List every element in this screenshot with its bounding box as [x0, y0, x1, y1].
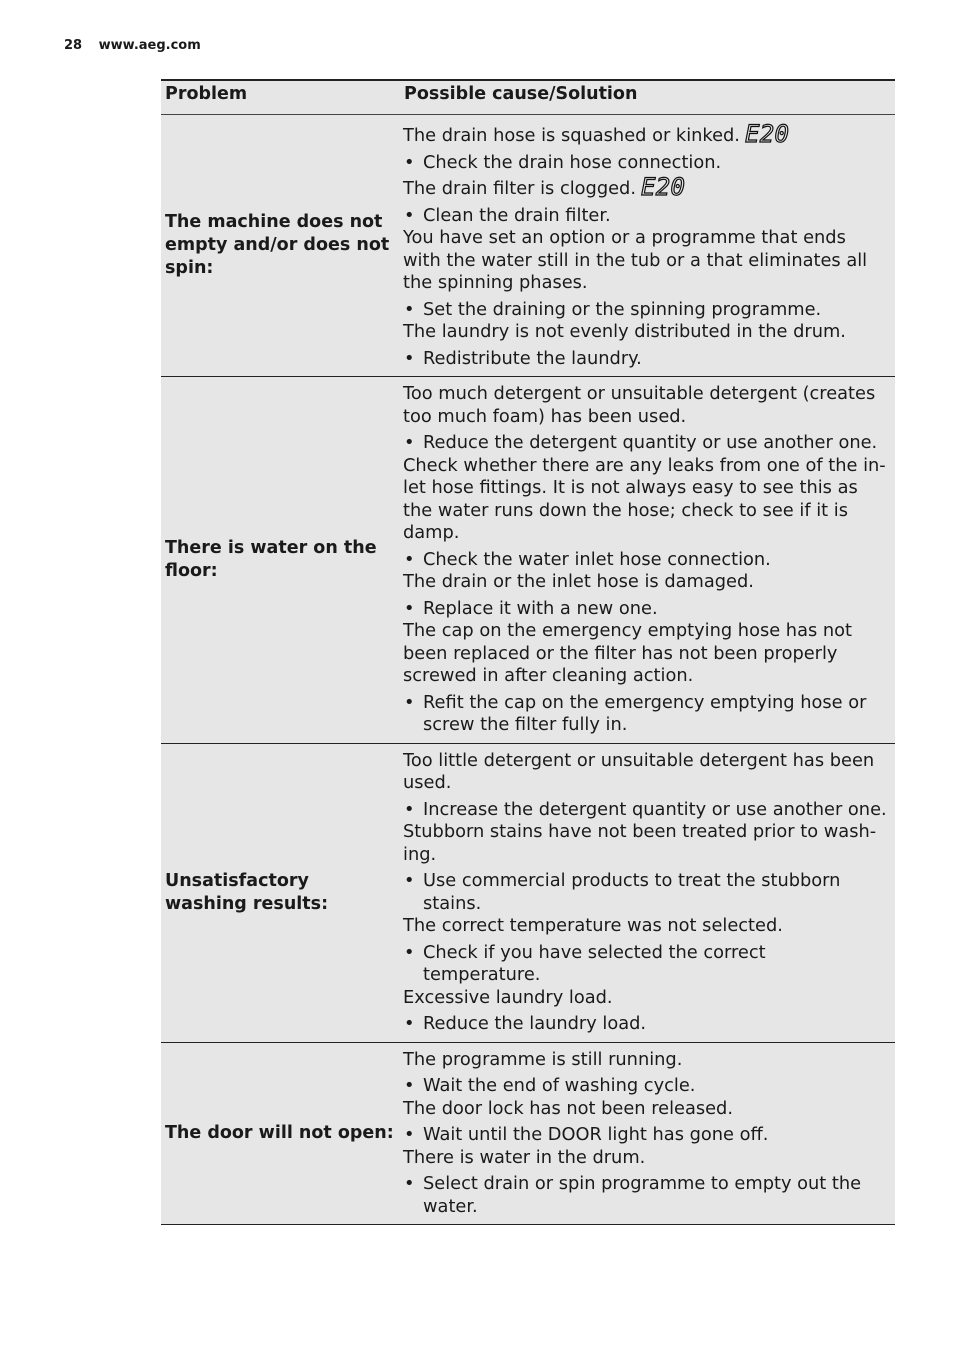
action-bullet: [403, 942, 887, 987]
action-bullet: [403, 299, 887, 322]
cause-label: Stubborn stains have not been treated prior to wash-ing.: [403, 821, 877, 865]
action-bullet: [403, 1173, 887, 1218]
cause-label: The door lock has not been released.: [403, 1097, 733, 1119]
cause-label: The correct temperature was not selected.: [403, 915, 783, 936]
cause-text: [403, 174, 887, 201]
problem-cell: There is water on the floor:: [165, 537, 377, 581]
page-number: 28: [64, 38, 83, 53]
action-bullet: [403, 1075, 887, 1098]
solution-cell: [400, 743, 895, 1042]
action-bullet: [403, 598, 887, 621]
bullet-icon: •: [404, 347, 415, 369]
cause-text: [403, 1147, 887, 1170]
error-code-text: E20: [744, 121, 789, 145]
cause-label: The programme is still running.: [403, 1048, 683, 1070]
action-label: Set the draining or the spinning programme.: [423, 298, 822, 320]
cause-label: The cap on the emergency emptying hose has not been replaced or the filter has not been properly screwed in after cleaning action.: [403, 620, 853, 686]
error-code-e20-icon: [744, 121, 792, 145]
cause-label: The drain or the inlet hose is damaged.: [403, 571, 754, 592]
cause-text: [403, 321, 887, 344]
table-row: [161, 377, 895, 744]
bullet-icon: •: [404, 1124, 415, 1145]
bullet-icon: •: [404, 1075, 415, 1096]
bullet-icon: •: [404, 151, 415, 173]
cause-text: [403, 455, 887, 545]
bullet-icon: •: [404, 691, 415, 713]
action-label: Check the water inlet hose connection.: [423, 548, 771, 570]
action-bullet: [403, 799, 887, 822]
cause-text: [403, 121, 887, 148]
cause-label: The laundry is not evenly distributed in the drum.: [403, 321, 846, 342]
bullet-icon: •: [404, 298, 415, 320]
cause-label: There is water in the drum.: [403, 1146, 646, 1168]
error-code-e20-icon: [640, 174, 688, 198]
cause-label: Check whether there are any leaks from one of the in-let hose fittings. It is not always easy to see this as the water runs down the hose; check to see if it is damp.: [403, 454, 886, 543]
table-row: [161, 1042, 895, 1225]
action-label: Use commercial products to treat the stubborn stains.: [423, 870, 841, 914]
action-label: Select drain or spin programme to empty out the water.: [423, 1173, 862, 1217]
action-label: Refit the cap on the emergency emptying hose or screw the filter fully in.: [423, 691, 867, 735]
bullet-icon: •: [404, 1013, 415, 1034]
bullet-icon: •: [404, 1173, 415, 1194]
action-label: Reduce the detergent quantity or use another one.: [423, 432, 878, 453]
solution-cell: [400, 115, 895, 377]
cause-text: [403, 750, 887, 795]
problem-cell: The door will not open:: [165, 1122, 394, 1143]
table-header-row: [161, 80, 895, 115]
action-label: Clean the drain filter.: [423, 204, 611, 226]
action-label: Check the drain hose connection.: [423, 151, 722, 173]
action-bullet: [403, 1013, 887, 1036]
cause-text: [403, 821, 887, 866]
bullet-icon: •: [404, 204, 415, 226]
action-label: Replace it with a new one.: [423, 597, 658, 619]
bullet-icon: •: [404, 798, 415, 820]
action-label: Reduce the laundry load.: [423, 1013, 647, 1034]
action-bullet: [403, 870, 887, 915]
cause-label: Too little detergent or unsuitable detergent has been used.: [403, 749, 875, 793]
action-label: Wait until the DOOR light has gone off.: [423, 1124, 769, 1145]
table-row: [161, 743, 895, 1042]
action-label: Check if you have selected the correct temperature.: [423, 941, 766, 985]
cause-text: [403, 915, 887, 938]
cause-text: [403, 620, 887, 688]
cause-text: [403, 1098, 887, 1121]
cause-text: [403, 987, 887, 1010]
action-label: Redistribute the laundry.: [423, 347, 642, 369]
bullet-icon: •: [404, 548, 415, 570]
table-row: [161, 115, 895, 377]
column-header-solution: Possible cause/Solution: [404, 84, 638, 104]
table-body: [161, 115, 895, 1225]
action-bullet: [403, 692, 887, 737]
cause-label: You have set an option or a programme that ends with the water still in the tub or a that eliminates all the spinning phases.: [403, 227, 868, 293]
problem-cell: Unsatisfactory washing results:: [165, 870, 329, 914]
cause-text: [403, 1049, 887, 1072]
cause-label: The drain hose is squashed or kinked.: [403, 125, 740, 146]
action-bullet: [403, 205, 887, 228]
bullet-icon: •: [404, 597, 415, 619]
action-bullet: [403, 152, 887, 175]
bullet-icon: •: [404, 870, 415, 891]
action-bullet: [403, 549, 887, 572]
action-label: Wait the end of washing cycle.: [423, 1075, 696, 1096]
page-header: [64, 38, 201, 53]
cause-label: The drain filter is clogged.: [403, 178, 636, 199]
action-bullet: [403, 432, 887, 455]
cause-label: Too much detergent or unsuitable detergent (creates too much foam) has been used.: [403, 383, 876, 427]
solution-cell: [400, 377, 895, 744]
troubleshooting-table: [161, 79, 895, 1225]
bullet-icon: •: [404, 432, 415, 453]
solution-cell: [400, 1042, 895, 1225]
cause-text: [403, 383, 887, 428]
action-bullet: [403, 348, 887, 371]
bullet-icon: •: [404, 941, 415, 963]
action-label: Increase the detergent quantity or use another one.: [423, 798, 887, 820]
problem-cell: The machine does not empty and/or does not spin:: [165, 212, 390, 278]
error-code-text: E20: [641, 174, 685, 198]
website-link[interactable]: www.aeg.com: [98, 38, 201, 53]
column-header-problem: Problem: [165, 84, 248, 104]
action-bullet: [403, 1124, 887, 1147]
cause-text: [403, 571, 887, 594]
cause-text: [403, 227, 887, 295]
cause-label: Excessive laundry load.: [403, 986, 613, 1008]
